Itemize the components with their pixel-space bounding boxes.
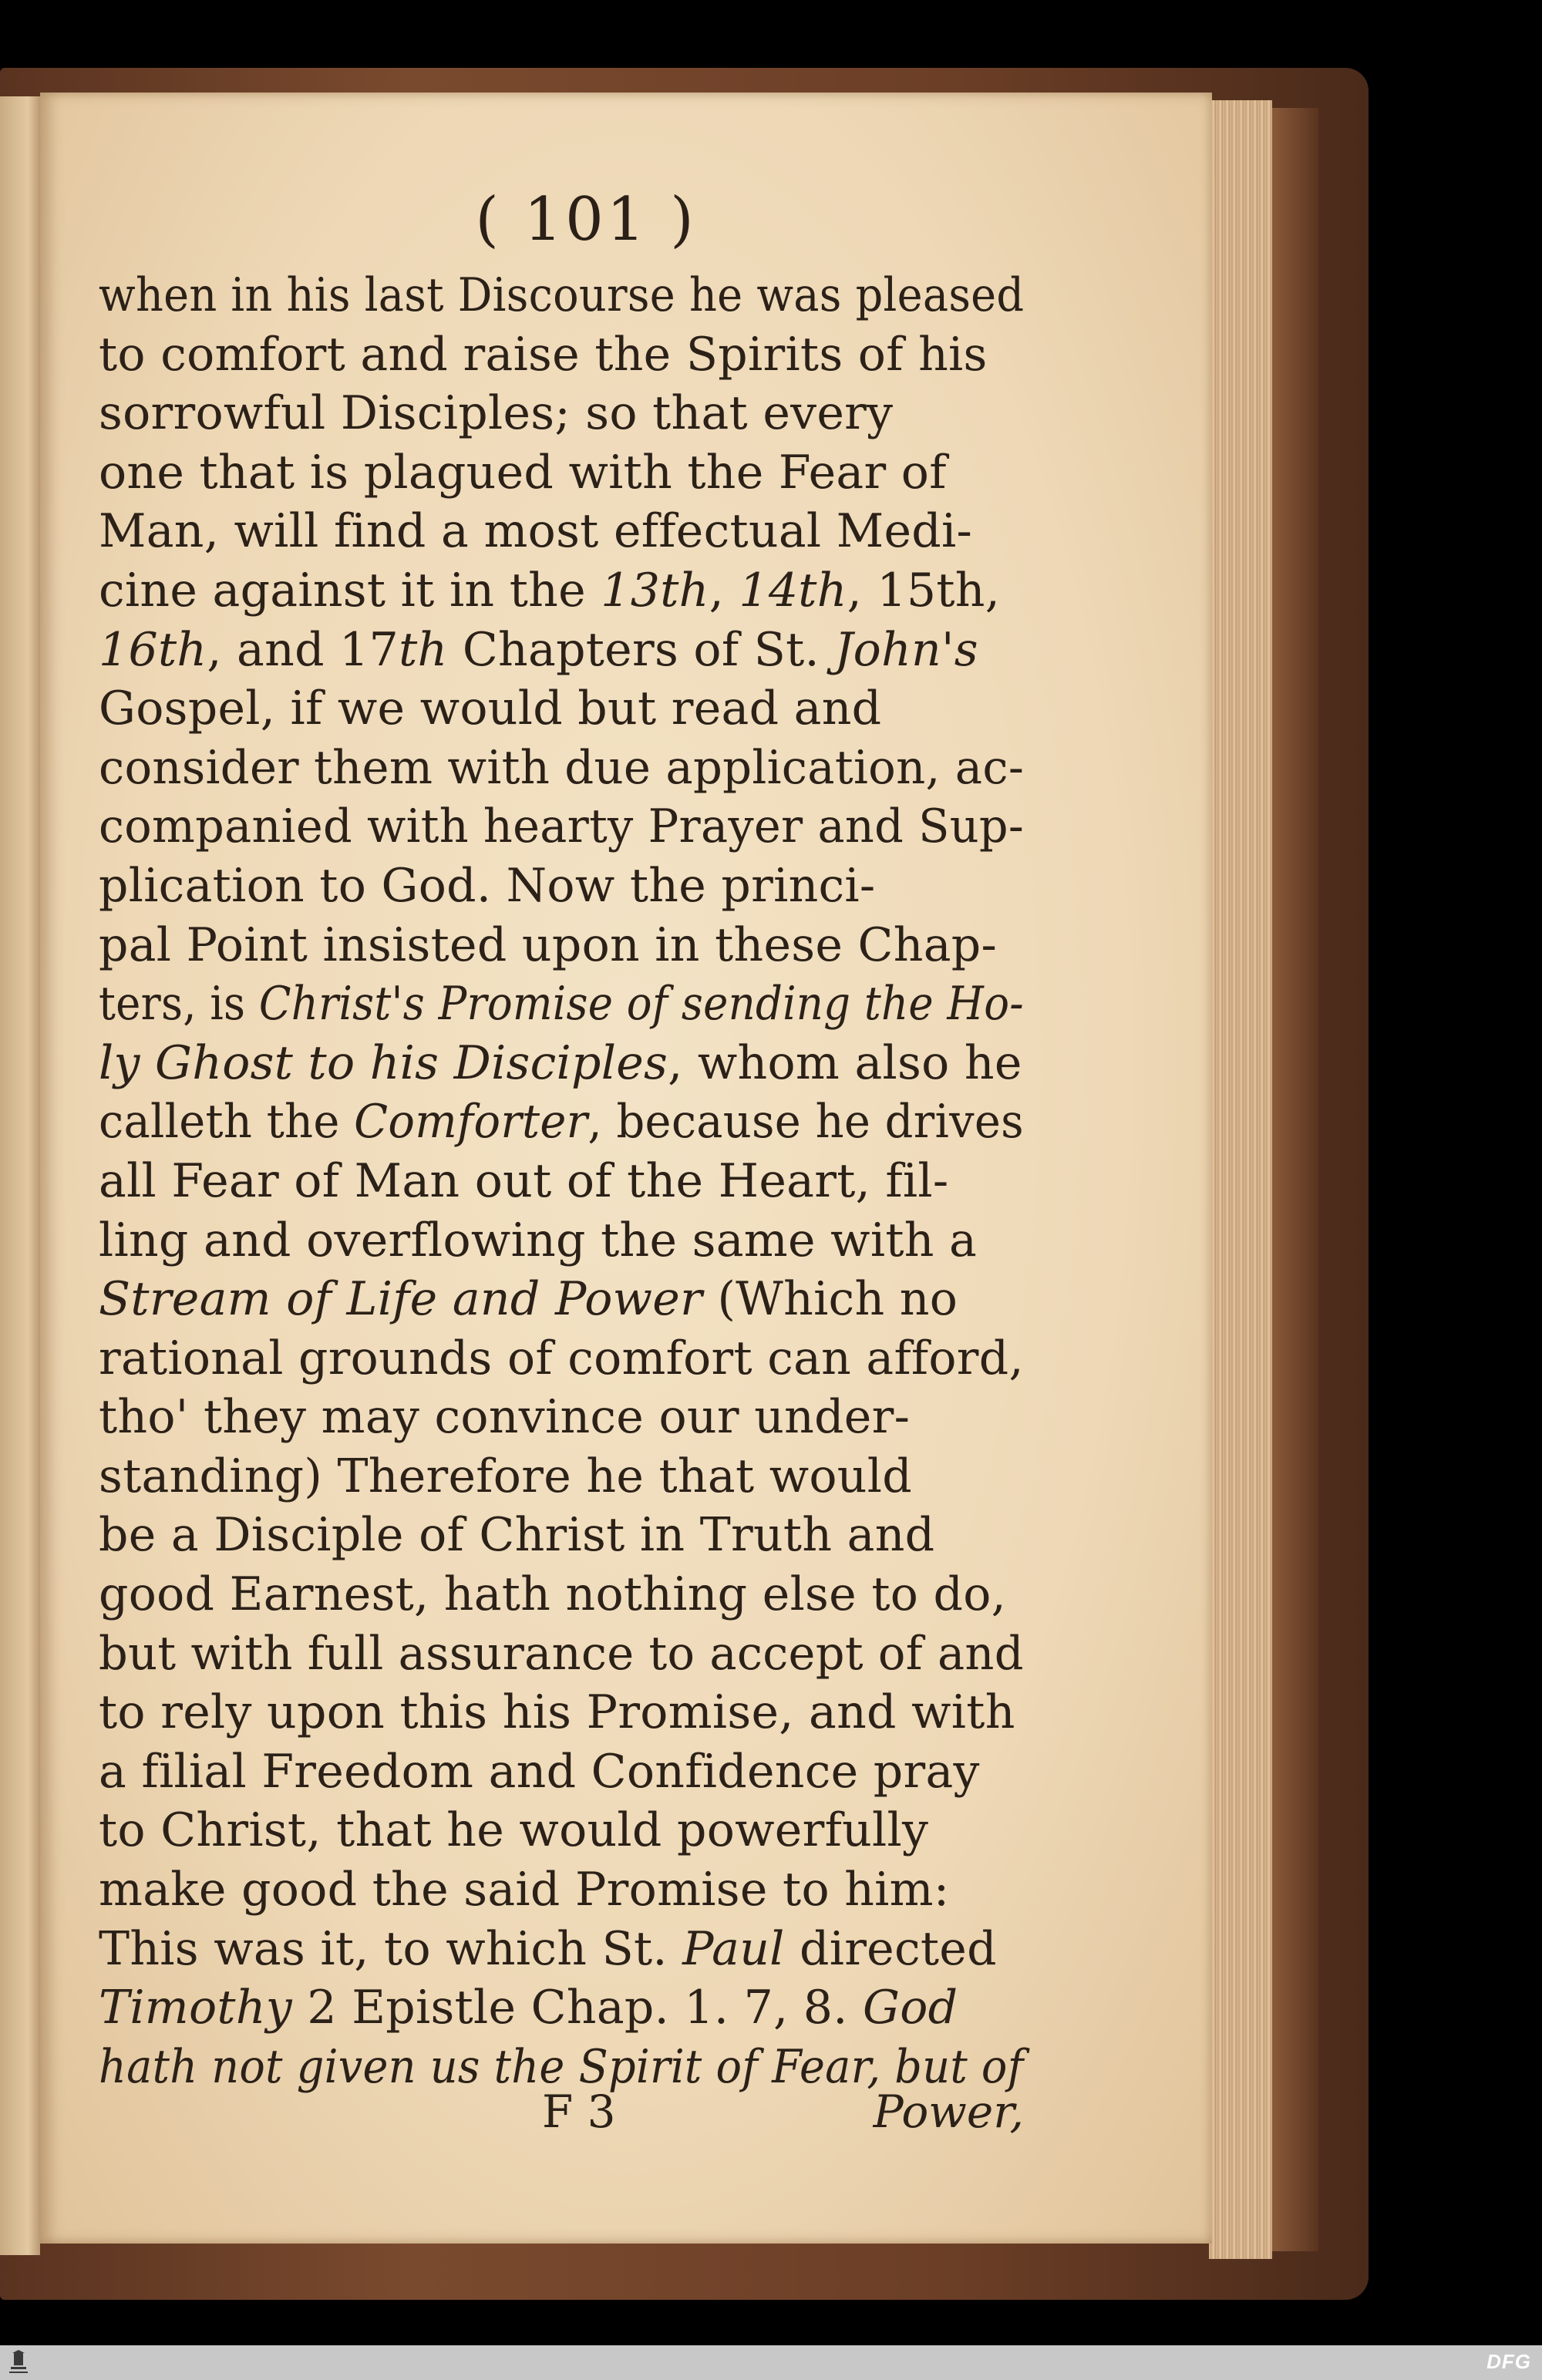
text-line: [99, 561, 1024, 621]
catchword: Power,: [873, 2085, 1024, 2138]
italic-text-segment: 14th: [739, 563, 847, 618]
text-segment: good Earnest, hath nothing else to do,: [99, 1567, 1007, 1622]
text-segment: to rely upon this his Promise, and with: [99, 1685, 1015, 1740]
text-line: [99, 916, 1024, 975]
page-number-header: ( 101 ): [475, 185, 697, 254]
library-logo-icon: [5, 2350, 32, 2376]
text-segment: directed: [784, 1921, 997, 1976]
text-segment: sorrowful Disciples; so that every: [99, 386, 894, 441]
text-segment: consider them with due application, ac-: [99, 740, 1025, 795]
text-segment: , whom also he: [668, 1035, 1022, 1090]
text-segment: Gospel, if we would but read and: [99, 682, 882, 736]
binding-edge: [1272, 108, 1318, 2251]
text-segment: all Fear of Man out of the Heart, fil-: [99, 1153, 949, 1208]
text-line: [99, 1742, 1024, 1802]
text-segment: tho' they may convince our under-: [99, 1390, 911, 1445]
text-segment: be a Disciple of Christ in Truth and: [99, 1508, 935, 1563]
signature-mark: F 3: [542, 2085, 616, 2138]
text-line: [99, 1211, 1024, 1271]
text-segment: but with full assurance to accept of and: [99, 1626, 1024, 1681]
viewer-footer-bar: [0, 2345, 1542, 2380]
italic-text-segment: Stream of Life and Power: [99, 1272, 703, 1327]
italic-text-segment: God: [863, 1981, 958, 2035]
italic-text-segment: Christ's Promise of sending the Ho-: [258, 977, 1024, 1032]
text-line: [99, 739, 1025, 798]
italic-text-segment: hath not given us the Spirit of Fear, but of: [99, 2039, 1024, 2094]
dfg-logo: DFG: [1486, 2350, 1531, 2373]
italic-text-segment: Paul: [682, 1921, 785, 1976]
text-line: [99, 384, 1024, 443]
text-segment: (Which no: [702, 1272, 958, 1327]
text-segment: a filial Freedom and Confidence pray: [99, 1744, 980, 1799]
italic-text-segment: ly Ghost to his Disciples: [99, 1035, 668, 1090]
text-segment: This was it, to which St.: [99, 1921, 683, 1976]
text-segment: one that is plagued with the Fear of: [99, 445, 947, 500]
text-line: [99, 975, 1024, 1034]
text-segment: Man, will find a most effectual Medi-: [99, 504, 973, 559]
text-segment: standing) Therefore he that would: [99, 1449, 912, 1503]
text-segment: , and 17: [207, 622, 399, 677]
text-line: [99, 1920, 1024, 1979]
text-segment: Chapters of St.: [447, 622, 835, 677]
text-segment: ,: [709, 563, 739, 618]
italic-text-segment: Timothy: [99, 1981, 292, 2035]
text-segment: , because he drives: [588, 1095, 1024, 1150]
italic-text-segment: 16th: [99, 622, 207, 677]
text-line: [99, 1152, 1024, 1211]
text-segment: ling and overflowing the same with a: [99, 1213, 978, 1267]
text-line: [99, 1388, 1024, 1447]
text-line: [99, 1978, 1024, 2038]
text-line: [99, 1624, 1024, 1684]
text-line: [99, 1860, 1024, 1920]
text-line: [99, 1092, 1024, 1152]
left-facing-page-edge: [0, 96, 40, 2255]
text-line: [99, 502, 1024, 561]
italic-text-segment: 13th: [601, 563, 709, 618]
text-line: [99, 1270, 1024, 1329]
text-segment: to Christ, that he would powerfully: [99, 1803, 929, 1858]
text-line: [99, 1034, 1024, 1093]
text-line: [99, 266, 1025, 325]
italic-text-segment: th: [399, 622, 448, 677]
text-line: [99, 1506, 1024, 1565]
text-line: [99, 621, 1024, 680]
text-segment: ters, is: [99, 977, 259, 1032]
text-segment: when in his last Discourse he was pleased: [99, 268, 1025, 322]
text-segment: companied with hearty Prayer and Sup-: [99, 800, 1025, 854]
text-segment: pal Point insisted upon in these Chap-: [99, 917, 998, 972]
text-line: [99, 1801, 1024, 1860]
text-segment: make good the said Promise to him:: [99, 1863, 950, 1917]
page-footer-line: [99, 2085, 1024, 2147]
italic-text-segment: Comforter: [354, 1095, 588, 1150]
text-line: [99, 857, 1024, 916]
page-block-fore-edge: [1209, 100, 1272, 2259]
text-segment: rational grounds of comfort can afford,: [99, 1331, 1024, 1385]
text-segment: cine against it in the: [99, 563, 601, 618]
text-line: [99, 797, 1025, 857]
italic-text-segment: John's: [834, 622, 978, 677]
text-line: [99, 679, 1024, 739]
text-line: [99, 1447, 1024, 1506]
text-segment: plication to God. Now the princi-: [99, 858, 876, 913]
text-line: [99, 1329, 1023, 1389]
text-segment: , 15th,: [847, 563, 1001, 618]
text-line: [99, 443, 1024, 503]
text-segment: 2 Epistle Chap. 1. 7, 8.: [291, 1981, 864, 2035]
text-segment: calleth the: [99, 1095, 355, 1150]
text-segment: to comfort and raise the Spirits of his: [99, 327, 988, 382]
body-text: [99, 266, 1024, 2096]
text-line: [99, 1683, 1024, 1742]
text-line: [99, 1565, 1024, 1624]
text-line: [99, 325, 1024, 385]
